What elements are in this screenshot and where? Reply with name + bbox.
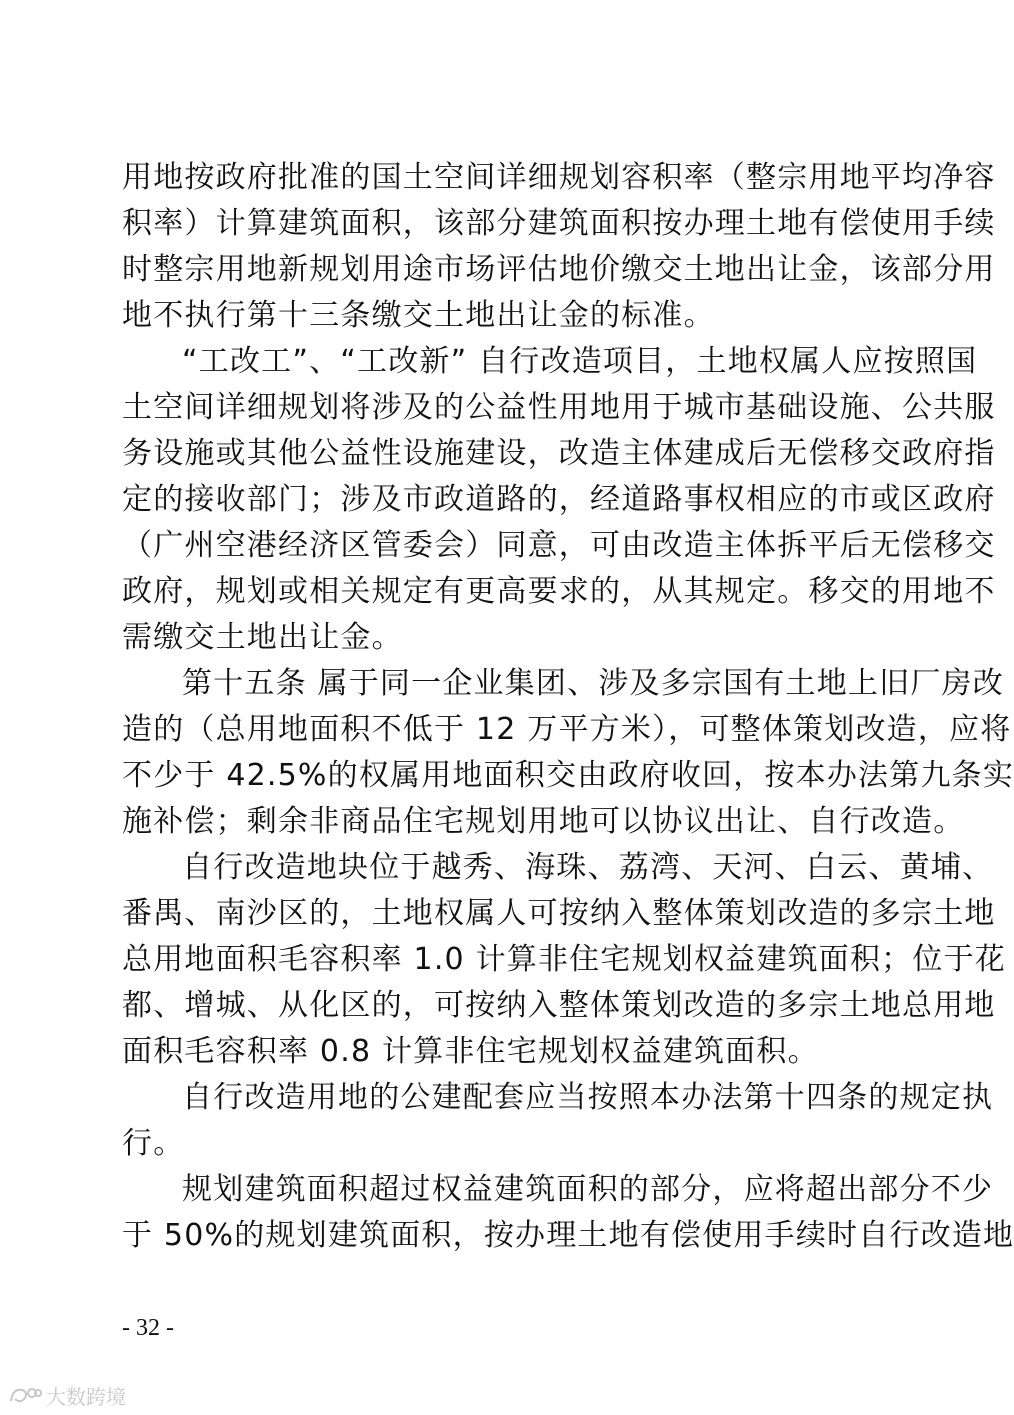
- text-line: 自行改造地块位于越秀、海珠、荔湾、天河、白云、黄埔、: [182, 850, 994, 885]
- text-line: 土空间详细规划将涉及的公益性用地用于城市基础设施、公共服: [122, 390, 996, 425]
- text-line: 总用地面积毛容积率 1.0 计算非住宅规划权益建筑面积；位于花: [122, 942, 1006, 977]
- text-line: 第十五条 属于同一企业集团、涉及多宗国有土地上旧厂房改: [182, 666, 1004, 701]
- body-text: [122, 155, 1014, 1259]
- text-line: 用地按政府批准的国土空间详细规划容积率（整宗用地平均净容: [122, 160, 996, 195]
- text-line: 地不执行第十三条缴交土地出让金的标准。: [122, 298, 715, 333]
- text-line: 规划建筑面积超过权益建筑面积的部分，应将超出部分不少: [182, 1172, 994, 1207]
- text-line: 都、增城、从化区的，可按纳入整体策划改造的多宗土地总用地: [122, 988, 996, 1023]
- paragraph: [122, 339, 996, 661]
- text-line: 行。: [122, 1126, 185, 1161]
- paragraph: [122, 155, 996, 339]
- text-line: 时整宗用地新规划用途市场评估地价缴交土地出让金，该部分用: [122, 252, 996, 287]
- text-line: 造的（总用地面积不低于 12 万平方米），可整体策划改造，应将: [122, 712, 1012, 747]
- text-line: 积率）计算建筑面积，该部分建筑面积按办理土地有偿使用手续: [122, 206, 996, 241]
- paragraph: [122, 661, 1014, 845]
- text-line: 需缴交土地出让金。: [122, 620, 403, 655]
- text-line: 定的接收部门；涉及市政道路的，经道路事权相应的市或区政府: [122, 482, 996, 517]
- text-line: 面积毛容积率 0.8 计算非住宅规划权益建筑面积。: [122, 1034, 819, 1069]
- text-line: 务设施或其他公益性设施建设，改造主体建成后无偿移交政府指: [122, 436, 996, 471]
- paragraph: [122, 1167, 1014, 1259]
- text-line: 政府，规划或相关规定有更高要求的，从其规定。移交的用地不: [122, 574, 996, 609]
- watermark-logo-icon: [8, 1384, 42, 1406]
- watermark: [8, 1380, 126, 1410]
- page-number: - 32 -: [122, 1315, 174, 1341]
- text-line: 施补偿；剩余非商品住宅规划用地可以协议出让、自行改造。: [122, 804, 965, 839]
- text-line: 自行改造用地的公建配套应当按照本办法第十四条的规定执: [182, 1080, 994, 1115]
- text-line: 番禺、南沙区的，土地权属人可按纳入整体策划改造的多宗土地: [122, 896, 996, 931]
- text-line: 于 50%的规划建筑面积，按办理土地有偿使用手续时自行改造地: [122, 1218, 1014, 1253]
- paragraph: [122, 845, 1006, 1075]
- text-line: “工改工”、“工改新” 自行改造项目，土地权属人应按照国: [182, 344, 978, 379]
- watermark-text: 大数跨境: [46, 1384, 126, 1409]
- text-line: 不少于 42.5%的权属用地面积交由政府收回，按本办法第九条实: [122, 758, 1014, 793]
- paragraph: [122, 1075, 994, 1167]
- text-line: （广州空港经济区管委会）同意，可由改造主体拆平后无偿移交: [122, 528, 996, 563]
